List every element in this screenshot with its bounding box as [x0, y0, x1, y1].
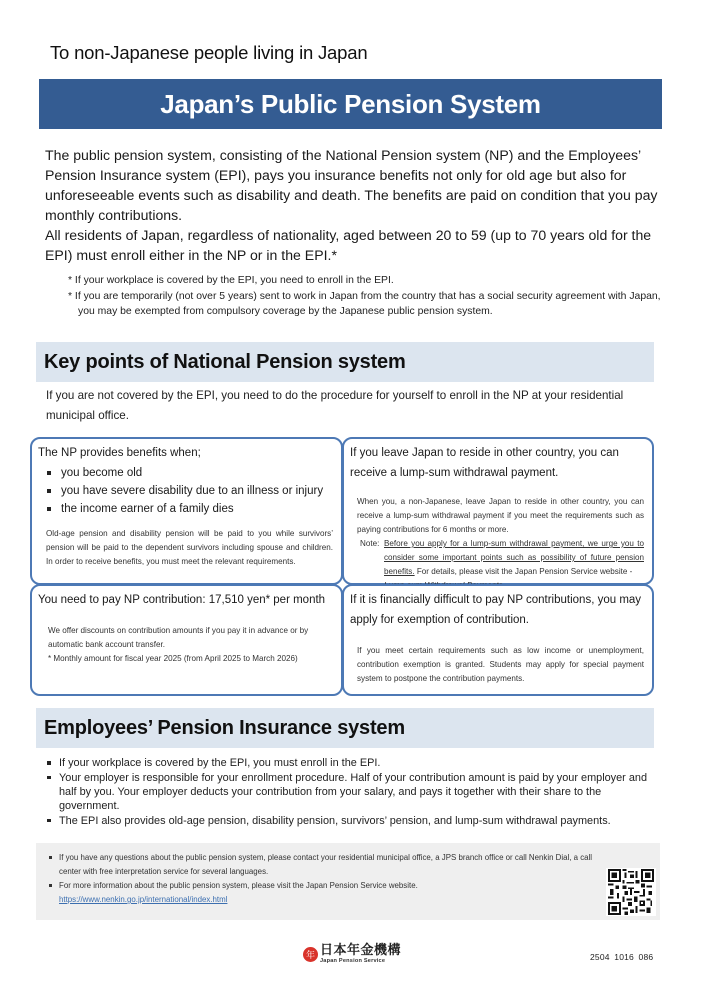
- list-item: you have severe disability due to an illness or injury: [46, 482, 341, 500]
- withdrawal-detail: When you, a non-Japanese, leave Japan to reside in other country, you can receive a lump-sum withdrawal payment if you meet the requirements such as paying contributions for 6 months or more.: [357, 497, 644, 534]
- audience-line: To non-Japanese people living in Japan: [50, 42, 368, 63]
- intro-paragraph-2: All residents of Japan, regardless of nationality, aged between 20 to 59 (up to 70 years old for the EPI) must enroll either in the NP or in the EPI.*: [45, 227, 652, 263]
- note-label: Note:: [360, 539, 380, 548]
- page-title: Japan’s Public Pension System: [160, 88, 541, 119]
- qr-code-icon[interactable]: [606, 868, 656, 916]
- intro-footnotes: [68, 273, 668, 320]
- title-banner: [39, 79, 662, 129]
- contribution-heading: You need to pay NP contribution: 17,510 yen* per month: [38, 594, 326, 606]
- epi-section-header: [36, 708, 654, 748]
- list-item: The EPI also provides old-age pension, disability pension, survivors’ pension, and lump-sum withdrawal payments.: [44, 814, 656, 828]
- contribution-footnote: * Monthly amount for fiscal year 2025 (from April 2025 to March 2026): [48, 654, 298, 663]
- list-item: Your employer is responsible for your enrollment procedure. Half of your contribution amount is paid by your employer and half by you. Your employer deducts your contribution from your salary, and pays it together with their share to the government.: [44, 771, 656, 814]
- note-underlined-text: Before you apply for a lump-sum withdrawal payment, we urge you to consider some important points such as possibility of future pension benefits.: [384, 539, 644, 576]
- jps-logo: [303, 944, 401, 965]
- jps-logo-text: [320, 944, 401, 965]
- benefits-box: [30, 437, 343, 585]
- benefits-detail: Old-age pension and disability pension will be paid to you while survivors’ pension will be paid to the dependent survivors including spouse and children. In order to receive benefits, you must meet the relevant requirements.: [46, 529, 333, 566]
- np-lead-text: If you are not covered by the EPI, you need to do the procedure for yourself to enroll in the NP at your residential municipal office.: [46, 389, 624, 422]
- intro-paragraph-1: The public pension system, consisting of the National Pension system (NP) and the Employees’ Pension Insurance system (EPI), pays you insurance benefits not only for old age but also for unforeseeable events such as disability and death. The benefits are paid on condition that you pay monthly contributions.: [45, 147, 658, 223]
- list-item: you become old: [46, 464, 341, 482]
- jps-logo-mark-icon: 年: [303, 947, 318, 962]
- contact-info-box: [36, 843, 660, 920]
- contribution-box: [30, 584, 343, 696]
- logo-japanese: 日本年金機構: [320, 943, 402, 958]
- benefits-list: [32, 464, 341, 518]
- benefits-heading: The NP provides benefits when;: [38, 447, 201, 459]
- exemption-detail: If you meet certain requirements such as low income or unemployment, contribution exemption is granted. Students may apply for special payment system to postpone the contribution payments.: [357, 646, 644, 683]
- contribution-detail-block: [32, 610, 341, 666]
- note-rest-text: For details, please visit the Japan Pension Service website -: [414, 567, 633, 576]
- exemption-box: [342, 584, 654, 696]
- exemption-heading: If it is financially difficult to pay NP contributions, you may apply for exemption of contribution.: [350, 594, 642, 626]
- np-section-header: [36, 342, 654, 382]
- list-item: [46, 879, 606, 907]
- document-code: 2504 1016 086: [590, 952, 654, 962]
- withdrawal-box: [342, 437, 654, 585]
- np-section-title: Key points of National Pension system: [44, 350, 406, 373]
- list-item: If you have any questions about the public pension system, please contact your residential municipal office, a JPS branch office or call Nenkin Dial, a call center with free interpretation service for several languages.: [46, 851, 606, 879]
- info-website-text: For more information about the public pension system, please visit the Japan Pension Service website.: [59, 881, 418, 890]
- intro-text: [45, 145, 665, 265]
- list-item: the income earner of a family dies: [46, 500, 341, 518]
- footnote-item: * If you are temporarily (not over 5 years) sent to work in Japan from the country that has a social security agreement with Japan, you may be exempted from compulsory coverage by the Japanese public pension system.: [68, 290, 661, 317]
- contribution-detail: We offer discounts on contribution amounts if you pay it in advance or by automatic bank account transfer.: [48, 626, 309, 649]
- list-item: If your workplace is covered by the EPI, you must enroll in the EPI.: [44, 756, 656, 770]
- footnote-item: * If your workplace is covered by the EPI, you need to enroll in the EPI.: [68, 275, 394, 286]
- info-list: [46, 851, 606, 907]
- withdrawal-detail-block: [344, 483, 652, 593]
- logo-english: Japan Pension Service: [320, 958, 386, 964]
- withdrawal-heading: If you leave Japan to reside in other country, you can receive a lump-sum withdrawal payment.: [350, 447, 619, 479]
- nenkin-website-link[interactable]: https://www.nenkin.go.jp/international/index.html: [59, 895, 228, 904]
- epi-list: [44, 756, 656, 829]
- epi-section-title: Employees’ Pension Insurance system: [44, 716, 405, 739]
